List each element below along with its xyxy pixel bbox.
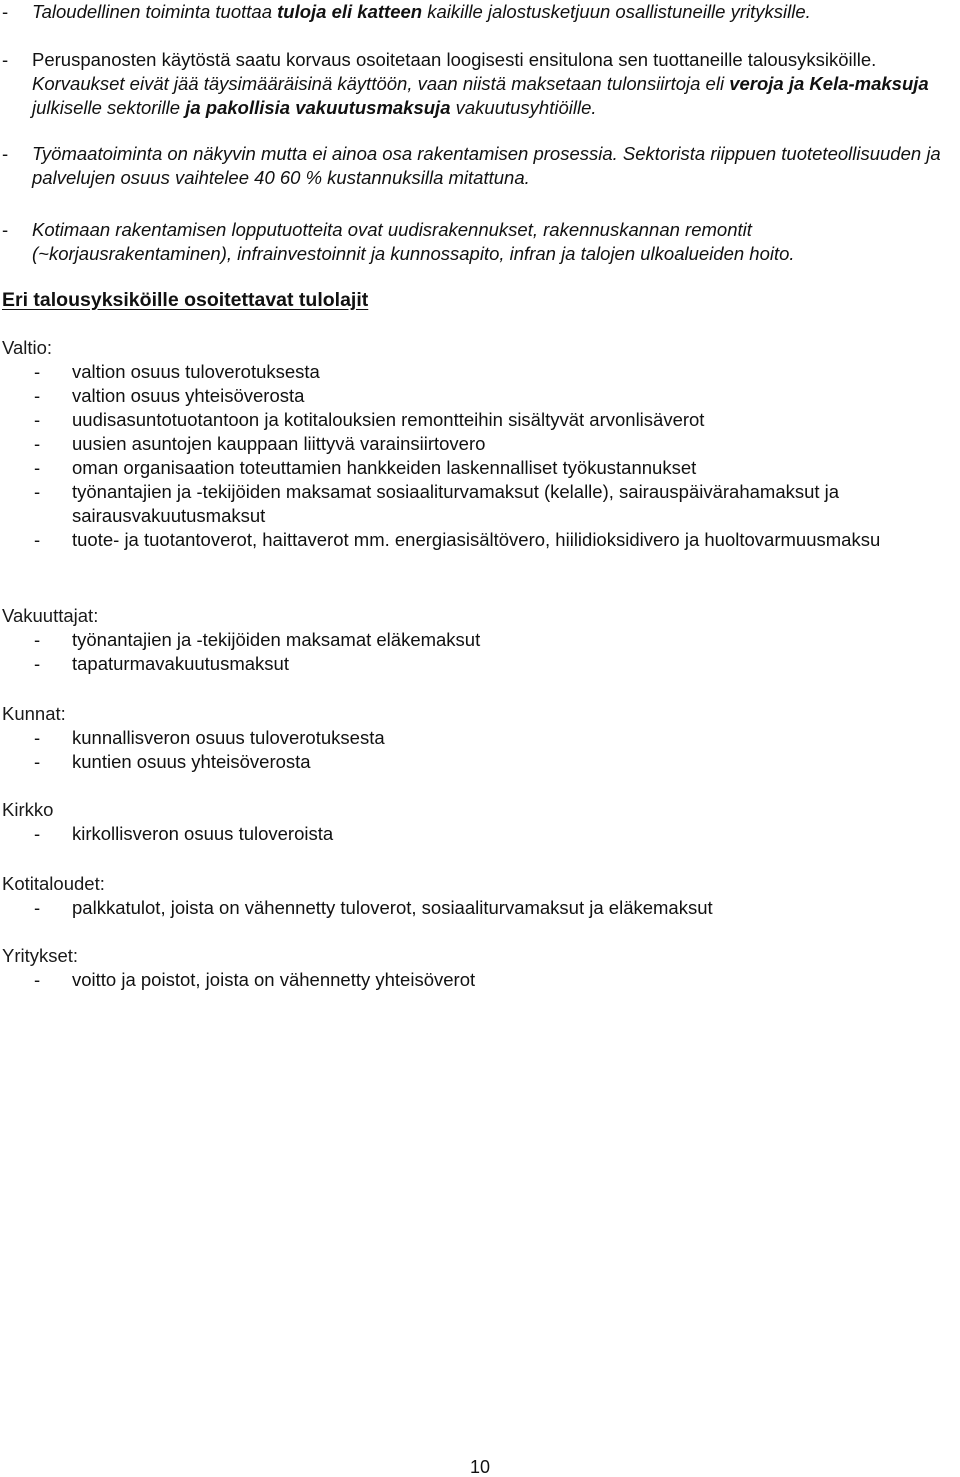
intro-paragraph — [0, 142, 960, 190]
item-list — [0, 726, 960, 774]
list-item — [0, 528, 960, 552]
section-title: Valtio: — [2, 337, 53, 358]
list-item — [0, 896, 960, 920]
intro-text: Kotimaan rakentamisen lopputuotteita ovat uudisrakennukset, rakennuskannan remontit (~korjausrakentaminen), infrainvestoinnit ja kunnossapito, infran ja talojen ulkoalueiden hoito. — [32, 219, 795, 264]
bold-text-segment: ja pakollisia vakuutusmaksuja — [185, 97, 451, 118]
bullet-dash: - — [34, 361, 41, 382]
list-item-text: työnantajien ja -tekijöiden maksamat eläkemaksut — [72, 629, 481, 650]
income-section-kunnat — [0, 702, 960, 774]
list-item — [0, 360, 960, 384]
section-title: Kotitaloudet: — [2, 873, 105, 894]
list-item-text: voitto ja poistot, joista on vähennetty yhteisöverot — [72, 969, 476, 990]
list-item — [0, 726, 960, 750]
bullet-dash: - — [2, 143, 9, 164]
list-item — [0, 652, 960, 676]
list-item — [0, 750, 960, 774]
section-title: Kunnat: — [2, 703, 66, 724]
list-item-text: uudisasuntotuotantoon ja kotitalouksien remontteihin sisältyvät arvonlisäverot — [72, 409, 705, 430]
item-list — [0, 628, 960, 676]
section-title: Yritykset: — [2, 945, 79, 966]
bullet-dash: - — [34, 385, 41, 406]
text-segment: julkiselle sektorille — [32, 97, 186, 118]
income-section-yritykset — [0, 944, 960, 992]
item-list — [0, 968, 960, 992]
bold-text-segment: tuloja eli katteen — [277, 1, 423, 22]
bullet-dash: - — [34, 897, 41, 918]
list-item-text: tapaturmavakuutusmaksut — [72, 653, 289, 674]
income-section-vakuuttajat — [0, 604, 960, 676]
list-item — [0, 456, 960, 480]
list-item-text: valtion osuus yhteisöverosta — [72, 385, 305, 406]
list-item-text: tuote- ja tuotantoverot, haittaverot mm. energiasisältövero, hiilidioksidivero ja huoltovarmuusmaksu — [72, 529, 881, 550]
text-segment: Peruspanosten käytöstä saatu korvaus osoitetaan loogisesti ensitulona sen tuottaneille talousyksiköille. — [32, 49, 877, 70]
intro-paragraph — [0, 218, 960, 266]
list-item — [0, 480, 960, 528]
section-heading: Eri talousyksiköille osoitettavat tulolajit — [2, 289, 369, 311]
text-segment: vakuutusyhtiöille. — [450, 97, 597, 118]
bullet-dash: - — [2, 219, 9, 240]
bullet-dash: - — [2, 1, 9, 22]
list-item-text: kuntien osuus yhteisöverosta — [72, 751, 311, 772]
bullet-dash: - — [34, 629, 41, 650]
list-item — [0, 408, 960, 432]
list-item-text: kirkollisveron osuus tuloveroista — [72, 823, 334, 844]
text-segment: Taloudellinen toiminta tuottaa — [32, 1, 278, 22]
bullet-dash: - — [34, 457, 41, 478]
list-item-text: oman organisaation toteuttamien hankkeiden laskennalliset työkustannukset — [72, 457, 697, 478]
bullet-dash: - — [34, 653, 41, 674]
list-item — [0, 432, 960, 456]
intro-text — [32, 0, 960, 24]
bullet-dash: - — [34, 409, 41, 430]
text-segment: kaikille jalostusketjuun osallistuneille yrityksille. — [422, 1, 811, 22]
list-item-text: uusien asuntojen kauppaan liittyvä varainsiirtovero — [72, 433, 486, 454]
bullet-dash: - — [34, 727, 41, 748]
income-section-kotitaloudet — [0, 872, 960, 920]
income-section-kirkko — [0, 798, 960, 846]
list-item — [0, 968, 960, 992]
bullet-dash: - — [34, 969, 41, 990]
intro-text — [32, 48, 960, 120]
intro-paragraph — [0, 0, 960, 24]
list-item — [0, 822, 960, 846]
text-segment: Korvaukset eivät jää täysimääräisinä käyttöön, vaan niistä maksetaan tulonsiirtoja eli — [32, 73, 730, 94]
bullet-dash: - — [34, 751, 41, 772]
list-item-text: palkkatulot, joista on vähennetty tuloverot, sosiaaliturvamaksut ja eläkemaksut — [72, 897, 713, 918]
bullet-dash: - — [34, 529, 41, 550]
bullet-dash: - — [34, 823, 41, 844]
item-list — [0, 896, 960, 920]
income-section-valtio — [0, 336, 960, 552]
list-item-text: työnantajien ja -tekijöiden maksamat sosiaaliturvamaksut (kelalle), sairauspäivärahamaksut ja sairausvakuutusmaksut — [72, 481, 840, 526]
section-title: Kirkko — [2, 799, 54, 820]
bullet-dash: - — [34, 433, 41, 454]
section-title: Vakuuttajat: — [2, 605, 99, 626]
list-item-text: valtion osuus tuloverotuksesta — [72, 361, 320, 382]
bullet-dash: - — [2, 49, 9, 70]
list-item — [0, 628, 960, 652]
intro-text: Työmaatoiminta on näkyvin mutta ei ainoa osa rakentamisen prosessia. Sektorista riippuen tuoteteollisuuden ja palvelujen osuus vaihtelee 40 60 % kustannuksilla mitattuna. — [32, 143, 941, 188]
intro-paragraph — [0, 48, 960, 120]
list-item-text: kunnallisveron osuus tuloverotuksesta — [72, 727, 385, 748]
page-number: 10 — [469, 1457, 491, 1477]
bullet-dash: - — [34, 481, 41, 502]
list-item — [0, 384, 960, 408]
item-list — [0, 822, 960, 846]
item-list — [0, 360, 960, 552]
bold-text-segment: veroja ja Kela-maksuja — [729, 73, 929, 94]
